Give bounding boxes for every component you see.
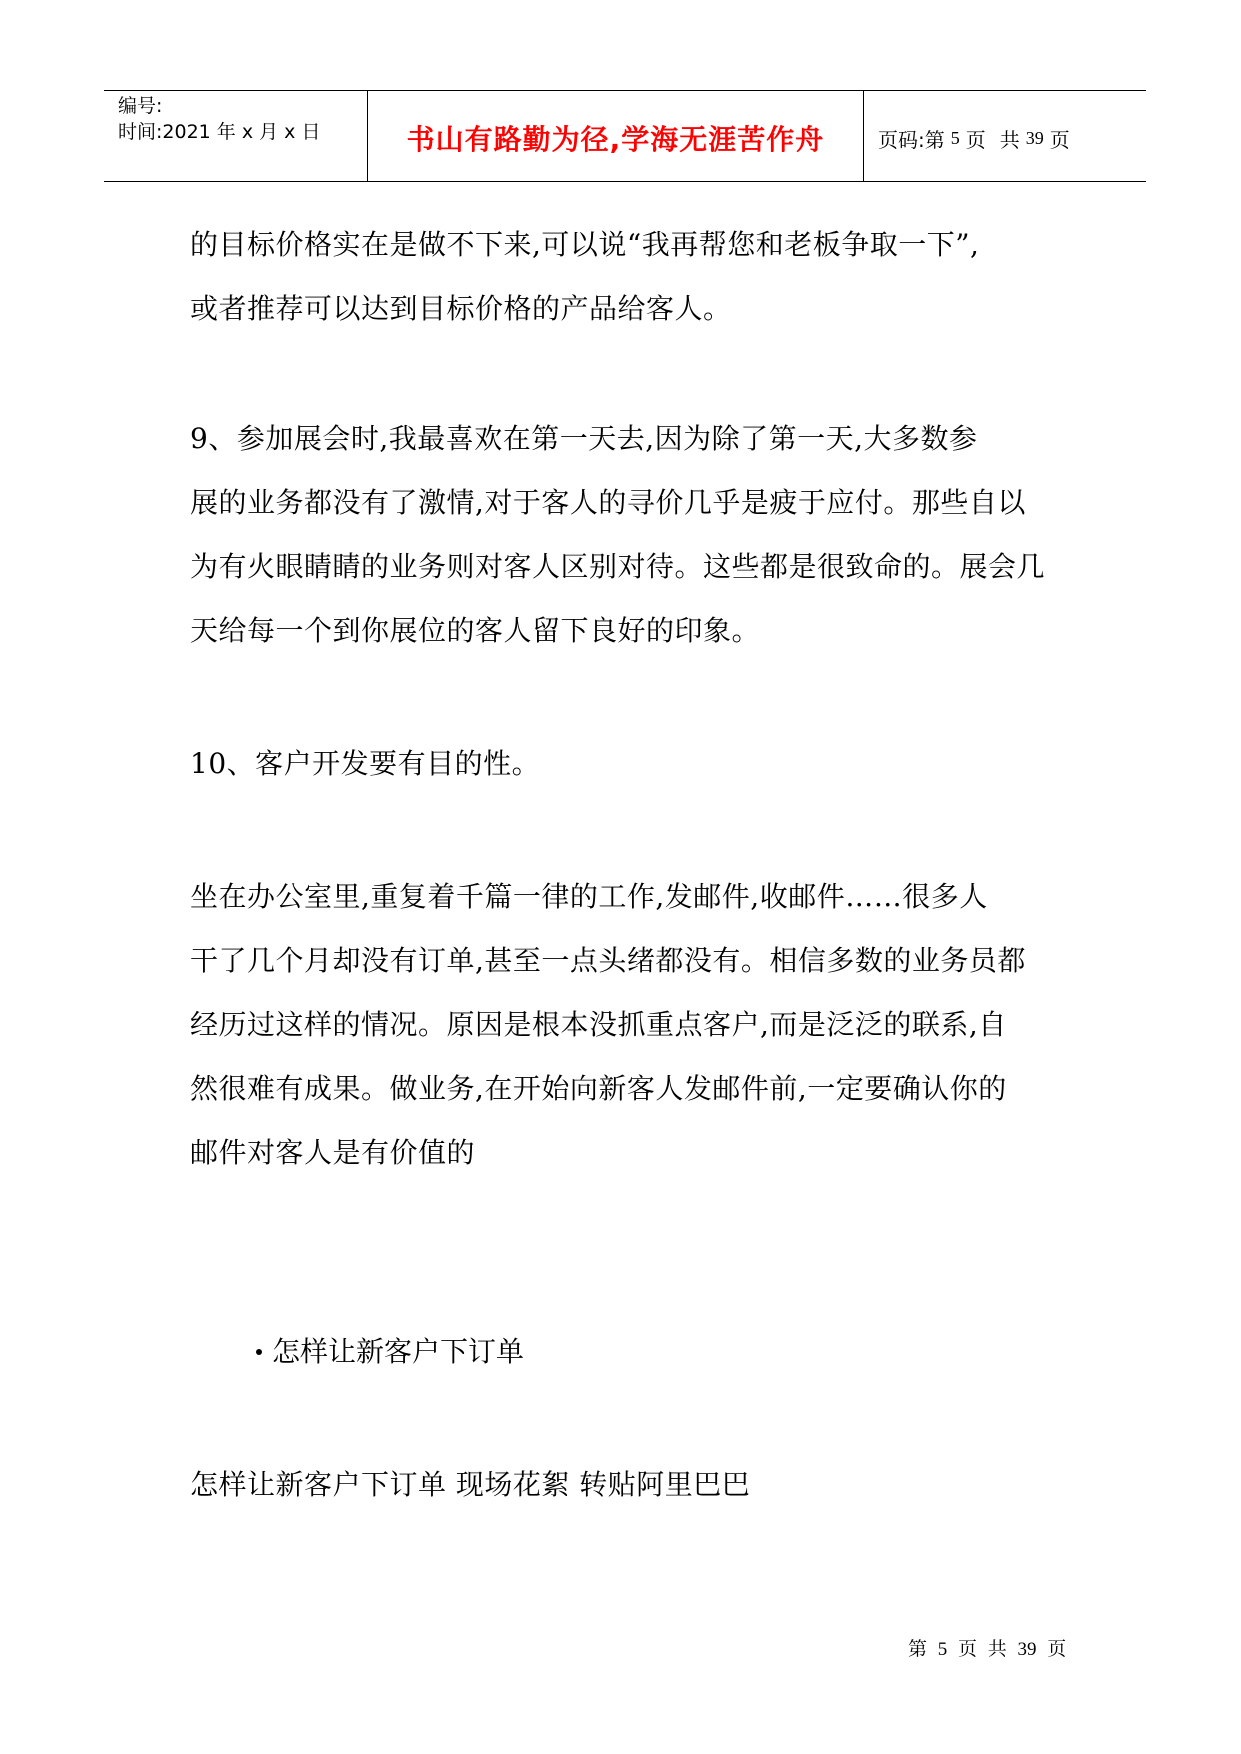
body-line: 经历过这样的情况。原因是根本没抓重点客户,而是泛泛的联系,自 (190, 1008, 1007, 1041)
header-page-info (864, 91, 1146, 181)
body-line: 9、参加展会时,我最喜欢在第一天去,因为除了第一天,大多数参 (190, 422, 978, 455)
page-suffix: 页 (1049, 127, 1070, 152)
page-current: 5 (950, 127, 960, 148)
body-line: 10、客户开发要有目的性。 (190, 747, 541, 780)
body-line: 然很难有成果。做业务,在开始向新客人发邮件前,一定要确认你的 (190, 1072, 1007, 1105)
page-mid: 页 (965, 127, 986, 152)
body-line: 或者推荐可以达到目标价格的产品给客人。 (190, 292, 732, 325)
page-total: 39 (1025, 127, 1044, 148)
document-time-label: 时间:2021 年 x 月 x 日 (118, 121, 321, 143)
body-line: 邮件对客人是有价值的 (190, 1136, 476, 1169)
body-line: 的目标价格实在是做不下来,可以说“我再帮您和老板争取一下”, (190, 228, 980, 261)
bullet-item (256, 1334, 524, 1370)
header-motto-cell (368, 91, 864, 181)
header-motto: 书山有路勤为径,学海无涯苦作舟 (406, 123, 825, 156)
page-total-prefix: 共 (999, 127, 1020, 152)
header-table (104, 90, 1146, 182)
document-number-label: 编号: (118, 95, 163, 117)
body-line: 展的业务都没有了激情,对于客人的寻价几乎是疲于应付。那些自以 (190, 486, 1026, 519)
bullet-text: 怎样让新客户下订单 (272, 1335, 525, 1368)
page-footer: 第 5 页 共 39 页 (908, 1639, 1067, 1660)
bullet-icon (256, 1349, 262, 1355)
body-line: 坐在办公室里,重复着千篇一律的工作,发邮件,收邮件……很多人 (190, 880, 988, 913)
body-line: 为有火眼睛睛的业务则对客人区别对待。这些都是很致命的。展会几 (190, 550, 1046, 583)
page-prefix: 页码:第 (878, 127, 945, 152)
header-meta (104, 91, 368, 181)
body-line: 天给每一个到你展位的客人留下良好的印象。 (190, 614, 761, 647)
body-line: 干了几个月却没有订单,甚至一点头绪都没有。相信多数的业务员都 (190, 944, 1026, 977)
tail-line: 怎样让新客户下订单 现场花絮 转贴阿里巴巴 (190, 1468, 751, 1501)
